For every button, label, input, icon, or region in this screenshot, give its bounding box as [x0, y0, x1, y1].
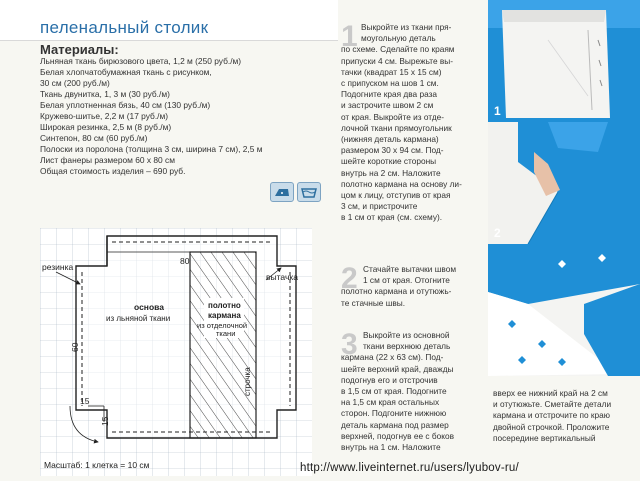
wash-icon	[297, 182, 321, 202]
text-line: в 1 см от края (см. схему).	[341, 212, 443, 223]
text-line: Подогните края два раза	[341, 89, 438, 100]
step-number: 3	[341, 328, 358, 361]
material-line: Льняная ткань бирюзового цвета, 1,2 м (250 руб./м)	[40, 56, 242, 66]
text-line: в 1,5 см от края. Подогните	[341, 386, 447, 397]
text-line: 3 см, и пристрочите	[341, 201, 418, 212]
text-line: кармана и отстрочите по краю	[493, 410, 611, 421]
strochka-label: строчка	[243, 367, 252, 396]
material-line: Широкая резинка, 2,5 м (8 руб./м)	[40, 122, 172, 132]
text-line: вверх ее нижний край на 2 см	[493, 388, 608, 398]
text-line: (нижняя деталь кармана)	[341, 134, 439, 145]
material-line: Белая уплотненная бязь, 40 см (130 руб./м)	[40, 100, 211, 110]
text-line: цом к лицу, отступив от края	[341, 190, 451, 201]
material-line: Белая хлопчатобумажная ткань с рисунком,	[40, 67, 212, 77]
pocket-title-line1: полотно	[208, 301, 241, 310]
dimension-60: 60	[70, 342, 80, 352]
text-line: ткани верхнюю деталь	[363, 341, 451, 352]
pocket-subtitle-line1: из отделочной	[197, 321, 248, 330]
text-line: Выкройте из ткани пря-	[361, 22, 452, 32]
pocket-title-line2: кармана	[208, 311, 241, 320]
text-line: от края. Выкройте из отде-	[341, 111, 445, 122]
text-line: полотно кармана и отутюжь-	[341, 286, 452, 297]
text-line: тачки (квадрат 15 х 15 см)	[341, 66, 442, 77]
step-number: 2	[341, 262, 358, 295]
text-line: лочной ткани прямоугольник	[341, 122, 452, 133]
step-1	[341, 22, 491, 250]
text-line: размером 30 х 94 см. Под-	[341, 145, 444, 156]
text-line: сторон. Подгоните нижнюю	[341, 408, 447, 419]
osnova-title: основа	[134, 302, 164, 312]
text-line: посередине вертикальный	[493, 432, 596, 443]
step-text	[341, 330, 491, 453]
photo-number: 3	[494, 358, 501, 372]
text-line: те стачные швы.	[341, 297, 406, 308]
text-line: внутрь на 2 см. Наложите	[341, 167, 441, 178]
dimension-80: 80	[180, 256, 190, 266]
text-line: припуски 4 см. Вырежьте вы-	[341, 55, 454, 66]
text-line: подогнув его и отстрочив	[341, 374, 438, 385]
pocket-panel	[190, 252, 256, 438]
text-line: шейте верхний край, дважды	[341, 363, 454, 374]
step-3	[341, 330, 491, 453]
base-outline	[76, 236, 299, 438]
photo-2	[488, 122, 640, 244]
scale-caption: Масштаб: 1 клетка = 10 см	[44, 460, 150, 470]
material-line: Синтепон, 80 см (60 руб./м)	[40, 133, 148, 143]
osnova-subtitle: из льняной ткани	[106, 314, 171, 323]
material-total: Общая стоимость изделия – 690 руб.	[40, 166, 186, 176]
text-line: двойной строчкой. Проложите	[493, 421, 610, 432]
iron-icon	[270, 182, 294, 202]
continued-text	[493, 388, 633, 444]
text-line: кармана (22 х 63 см). Под-	[341, 352, 444, 363]
pattern-diagram	[40, 228, 312, 481]
dimension-15b: 15	[100, 416, 110, 426]
pocket-subtitle-line2: ткани	[216, 329, 236, 338]
text-line: моугольную деталь	[361, 33, 436, 44]
dimension-15a: 15	[80, 396, 90, 406]
step-text	[341, 264, 491, 309]
materials-heading: Материалы:	[40, 42, 119, 57]
material-line: Ткань двунитка, 1, 3 м (30 руб./м)	[40, 89, 170, 99]
text-line: внутрь на 1 см. Наложите	[341, 442, 441, 453]
text-line: Стачайте вытачки швом	[363, 264, 457, 274]
text-line: с припуском на шов 1 см.	[341, 78, 439, 89]
text-line: Выкройте из основной	[363, 330, 450, 340]
photo-1	[488, 0, 640, 122]
label-rezinka: резинка	[42, 262, 74, 272]
material-line: Кружево-шитье, 2,2 м (17 руб./м)	[40, 111, 169, 121]
photo-number: 1	[494, 104, 501, 118]
photo-number: 2	[494, 226, 501, 240]
step-2	[341, 264, 491, 309]
label-vytachka: вытачка	[266, 272, 299, 282]
step-number: 1	[341, 20, 358, 53]
step-text	[341, 22, 491, 224]
text-line: на 1,5 см края остальных	[341, 397, 440, 408]
text-line: 1 см от края. Отогните	[363, 275, 450, 286]
material-line: Лист фанеры размером 60 х 80 см	[40, 155, 175, 165]
text-line: полотно кармана на основу ли-	[341, 178, 462, 189]
text-line: деталь кармана под размер	[341, 419, 449, 430]
text-line: по схеме. Сделайте по краям	[341, 44, 455, 55]
photo-3	[488, 244, 640, 376]
page-title: пеленальный столик	[40, 18, 209, 37]
watermark-url: http://www.liveinternet.ru/users/lyubov-ru/	[300, 462, 519, 474]
text-line: и отутюжьте. Сметайте детали	[493, 399, 612, 410]
text-line: верхней, подогнув ее с боков	[341, 430, 454, 441]
text-line: шейте короткие стороны	[341, 156, 437, 167]
material-line: 30 см (200 руб./м)	[40, 78, 110, 88]
text-line: и застрочите швом 2 см	[341, 100, 434, 111]
material-line: Полоски из поролона (толщина 3 см, ширина 7 см), 2,5 м	[40, 144, 263, 154]
materials-block	[40, 44, 340, 177]
